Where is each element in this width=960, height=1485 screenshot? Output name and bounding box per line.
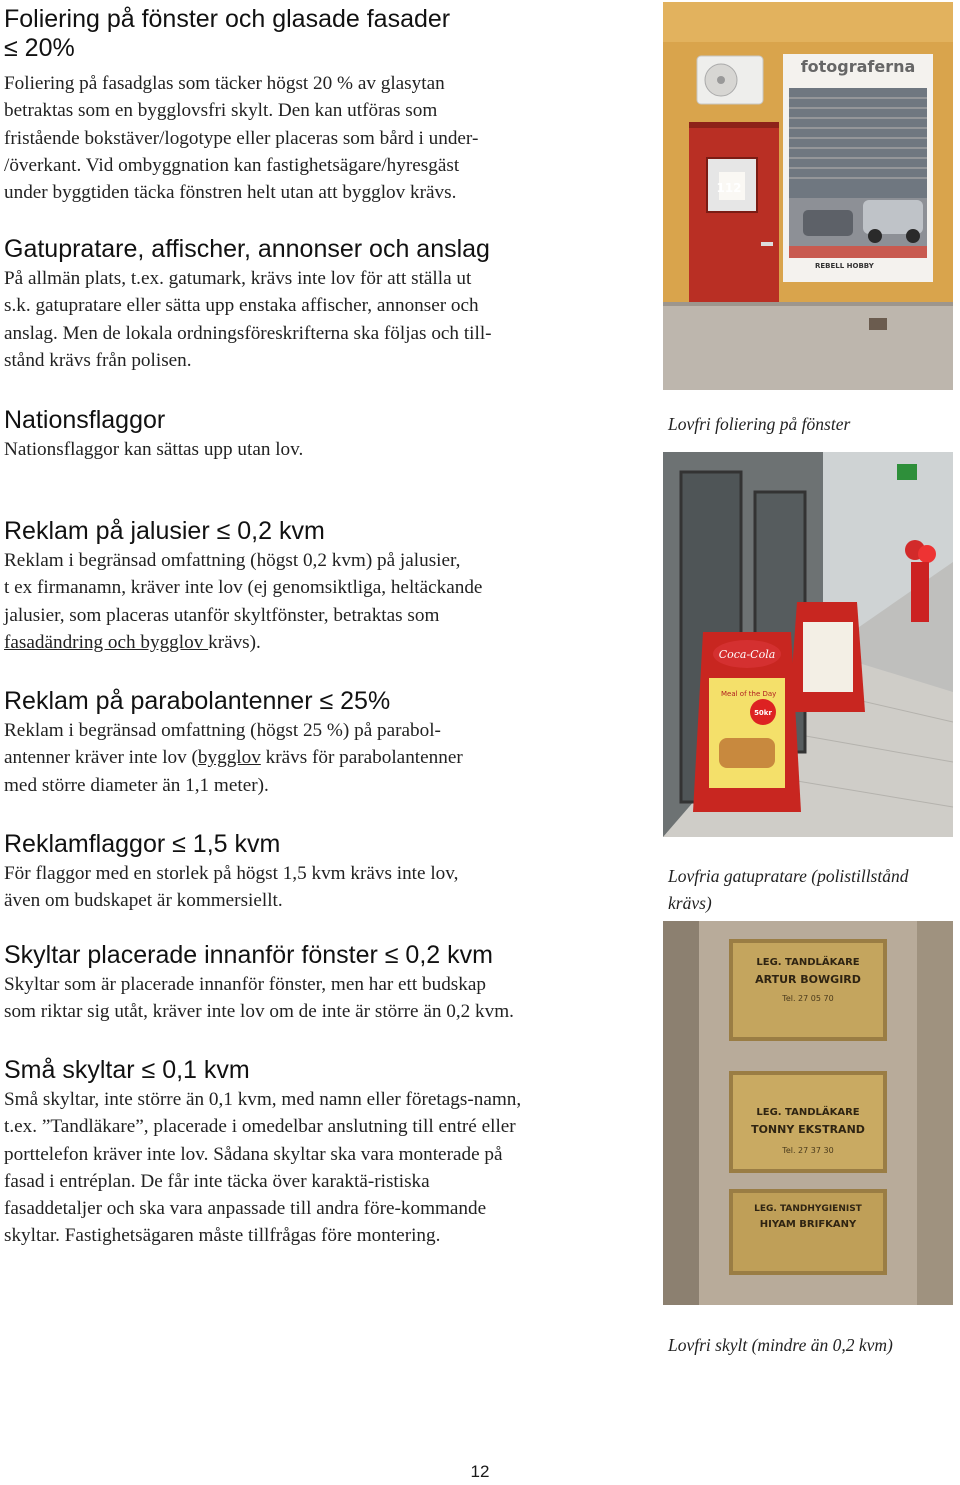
plaque-text: HIYAM BRIFKANY xyxy=(759,1219,857,1230)
text-line: /överkant. Vid ombyggnation kan fastighetsägare/hyresgäst xyxy=(4,154,460,176)
caption-foliering: Lovfri foliering på fönster xyxy=(668,414,851,434)
plaque-text: Tel. 27 05 70 xyxy=(782,994,834,1003)
text-line: fristående bokstäver/logotype eller placeras som bård i under- xyxy=(4,127,479,149)
text-line: fasad i entréplan. De får inte täcka över karaktä-ristiska xyxy=(4,1170,430,1192)
caption-gatupratare xyxy=(668,863,908,917)
section-parabolantenner xyxy=(4,687,654,799)
section-body xyxy=(4,436,654,463)
text-line: Reklam i begränsad omfattning (högst 0,2 kvm) på jalusier, xyxy=(4,550,461,571)
section-body xyxy=(4,860,654,915)
section-reklamflaggor xyxy=(4,830,654,915)
section-heading: Foliering på fönster och glasade fasader xyxy=(4,5,451,33)
section-heading: Reklam på jalusier ≤ 0,2 kvm xyxy=(4,517,325,545)
section-heading: Reklamflaggor ≤ 1,5 kvm xyxy=(4,830,281,858)
section-heading: Gatupratare, affischer, annonser och anslag xyxy=(4,235,490,263)
section-heading-continued: ≤ 20% xyxy=(4,34,75,62)
section-body xyxy=(4,70,654,206)
text-line: t.ex. ”Tandläkare”, placerade i omedelbar anslutning till entré eller xyxy=(4,1116,516,1138)
board-price: 50kr xyxy=(754,709,772,717)
plaque-text: LEG. TANDLÄKARE xyxy=(756,957,860,968)
caption-line: krävs) xyxy=(668,893,712,913)
text-line: anslag. Men de lokala ordningsföreskrifterna ska följas och till- xyxy=(4,322,492,344)
shop-name-lettering: REBELL HOBBY xyxy=(815,262,874,270)
text-fragment: krävs). xyxy=(208,631,261,653)
granite-base xyxy=(663,302,953,390)
coca-cola-lettering: Coca-Cola xyxy=(718,648,776,661)
section-body xyxy=(4,1086,654,1250)
underlined-text: bygglov xyxy=(197,747,261,769)
plaque-text: LEG. TANDLÄKARE xyxy=(756,1107,860,1118)
text-line: porttelefon kräver inte lov. Sådana skyltar ska vara monterade på xyxy=(4,1143,503,1165)
section-body xyxy=(4,717,654,799)
text-line: under byggtiden täcka fönstren helt utan att bygglov krävs. xyxy=(4,182,457,204)
plaque-text: TONNY EKSTRAND xyxy=(751,1123,865,1136)
text-line: skyltar. Fastighetsägaren måste tillfrågas före montering. xyxy=(4,1225,441,1247)
caption-sma-skyltar: Lovfri skylt (mindre än 0,2 kvm) xyxy=(668,1335,893,1355)
sidewalk-illustration xyxy=(663,452,953,837)
plaques-illustration xyxy=(663,921,953,1305)
text-line: För flaggor med en storlek på högst 1,5 kvm krävs inte lov, xyxy=(4,863,459,884)
text-line: s.k. gatupratare eller sätta upp enstaka affischer, annonser och xyxy=(4,295,479,317)
text-line: På allmän plats, t.ex. gatumark, krävs inte lov för att ställa ut xyxy=(4,268,472,289)
photo-storefront-foliering xyxy=(663,2,953,390)
text-line: som riktar sig utåt, kräver inte lov om de inte är större än 0,2 kvm. xyxy=(4,1001,514,1023)
section-gatupratare xyxy=(4,235,654,374)
section-nationsflaggor xyxy=(4,406,654,463)
text-line: jalusier, som placeras utanför skyltfönster, betraktas som xyxy=(4,604,440,626)
section-sma-skyltar xyxy=(4,1056,654,1250)
section-body xyxy=(4,971,654,1026)
text-line: Små skyltar, inte större än 0,1 kvm, med namn eller företags-namn, xyxy=(4,1089,522,1110)
section-heading: Skyltar placerade innanför fönster ≤ 0,2 kvm xyxy=(4,941,493,969)
door-number: 112 xyxy=(716,181,742,195)
text-line: Foliering på fasadglas som täcker högst 20 % av glasytan xyxy=(4,73,445,94)
storefront-illustration xyxy=(663,2,953,390)
plaque-text: ARTUR BOWGIRD xyxy=(755,973,861,986)
text-line xyxy=(4,629,654,656)
text-line: fasaddetaljer och ska vara anpassade till andra före-kommande xyxy=(4,1198,487,1220)
shop-window-lettering: fotograferna xyxy=(800,57,916,76)
page-number: 12 xyxy=(470,1462,490,1481)
text-line: Nationsflaggor kan sättas upp utan lov. xyxy=(4,439,304,460)
section-skyltar-innanfor xyxy=(4,941,654,1026)
section-body xyxy=(4,265,654,374)
text-line: t ex firmanamn, kräver inte lov (ej genomsiktliga, heltäckande xyxy=(4,577,483,599)
text-line: stånd krävs från polisen. xyxy=(4,349,192,371)
text-line: Skyltar som är placerade innanför fönster, men har ett budskap xyxy=(4,974,486,995)
plaque-text: LEG. TANDHYGIENIST xyxy=(754,1204,862,1214)
board-title: Meal of the Day xyxy=(721,690,777,698)
section-heading: Små skyltar ≤ 0,1 kvm xyxy=(4,1056,250,1084)
plaque-text: Tel. 27 37 30 xyxy=(782,1146,834,1155)
underlined-text: fasadändring och bygglov xyxy=(4,631,209,653)
text-fragment: krävs för parabolantenner xyxy=(260,747,463,769)
photo-sma-skyltar xyxy=(663,921,953,1305)
section-heading: Nationsflaggor xyxy=(4,406,166,434)
text-line: även om budskapet är kommersiellt. xyxy=(4,890,283,912)
text-line xyxy=(4,744,654,771)
text-line: betraktas som en bygglovsfri skylt. Den kan utföras som xyxy=(4,100,438,122)
text-line: Reklam i begränsad omfattning (högst 25 %) på parabol- xyxy=(4,720,441,741)
section-foliering xyxy=(4,5,654,206)
text-fragment: antenner kräver inte lov ( xyxy=(4,747,198,769)
section-jalusier xyxy=(4,517,654,656)
section-body xyxy=(4,547,654,656)
section-heading: Reklam på parabolantenner ≤ 25% xyxy=(4,687,391,715)
text-line: med större diameter än 1,1 meter). xyxy=(4,774,269,796)
green-sign xyxy=(897,464,917,480)
photo-gatupratare xyxy=(663,452,953,837)
caption-line: Lovfria gatupratare (polistillstånd xyxy=(668,866,909,886)
